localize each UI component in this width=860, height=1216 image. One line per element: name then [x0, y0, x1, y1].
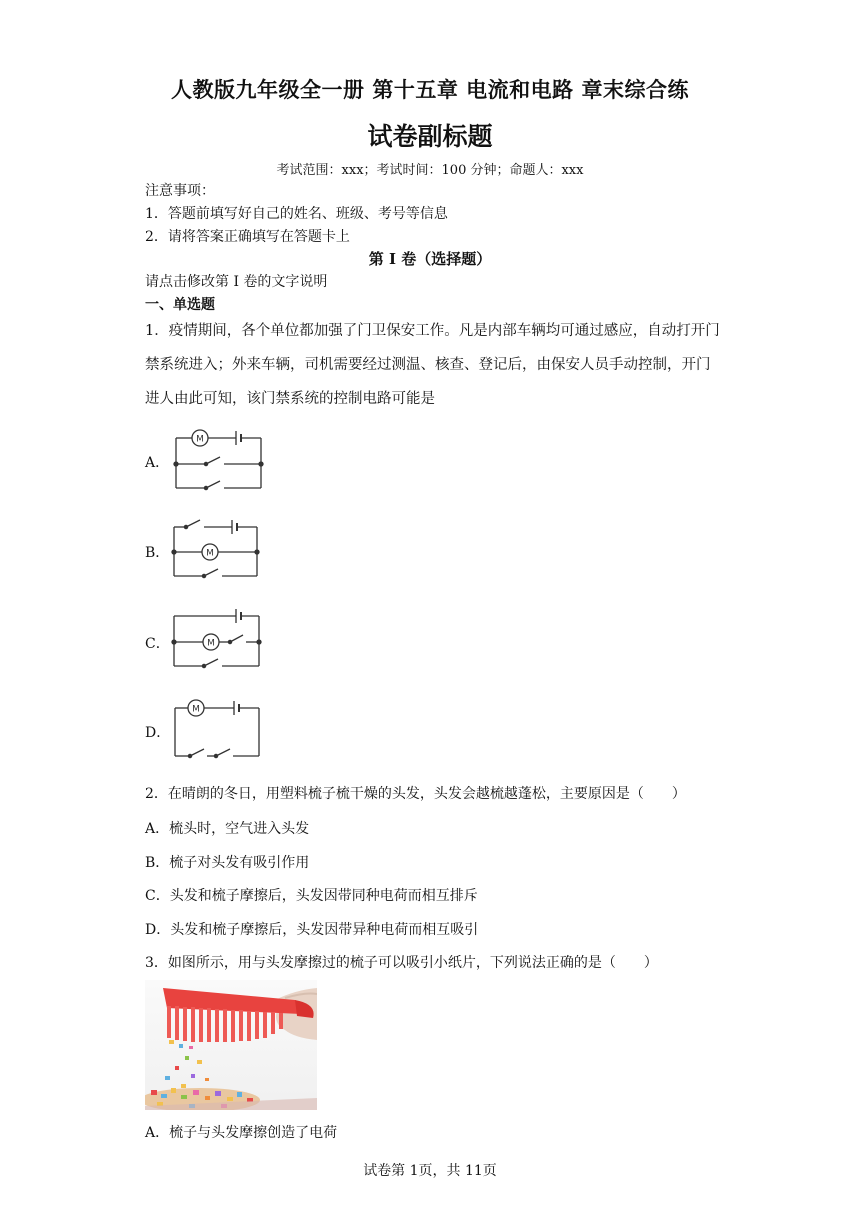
motor-label: M [196, 434, 204, 445]
notes-heading: 注意事项： [145, 183, 215, 199]
q1-circuit-c [166, 604, 266, 670]
note-item-1: 1．答题前填写好自己的姓名、班级、考号等信息 [145, 206, 448, 222]
motor-label: M [207, 638, 215, 649]
question-2: 2．在晴朗的冬日，用塑料梳子梳干燥的头发，头发会越梳越蓬松，主要原因是（ ） [145, 786, 686, 802]
q2-option-c: C．头发和梳子摩擦后，头发因带同种电荷而相互排斥 [145, 888, 478, 904]
q1-option-a-label: A． [145, 455, 170, 471]
q1-circuit-a [166, 426, 266, 492]
exam-subtitle: 试卷副标题 [367, 122, 493, 151]
exam-info: 考试范围：xxx；考试时间：100 分钟；命题人：xxx [276, 163, 584, 178]
q1-circuit-b [166, 514, 266, 580]
note-item-2: 2．请将答案正确填写在答题卡上 [145, 229, 350, 245]
section-heading: 一、单选题 [145, 297, 215, 313]
q1-option-d-label: D． [145, 725, 171, 741]
question-3: 3．如图所示，用与头发摩擦过的梳子可以吸引小纸片，下列说法正确的是（ ） [145, 955, 658, 971]
motor-label: M [206, 548, 214, 559]
q2-option-d: D．头发和梳子摩擦后，头发因带异种电荷而相互吸引 [145, 922, 479, 938]
part1-title: 第 I 卷（选择题） [368, 250, 492, 268]
part1-description: 请点击修改第 I 卷的文字说明 [145, 274, 328, 290]
q2-option-a: A．梳头时，空气进入头发 [145, 821, 310, 837]
q1-circuit-d [166, 694, 266, 760]
q1-option-b-label: B． [145, 545, 170, 561]
motor-label: M [192, 704, 200, 715]
question-1: 1．疫情期间，各个单位都加强了门卫保安工作。凡是内部车辆均可通过感应，自动打开门禁系统进入；外来车辆，司机需要经过测温、核查、登记后，由保安人员手动控制，开门进人由此可知，该门禁系统的控制电路可能是 [145, 323, 720, 407]
q1-option-c-label: C． [145, 636, 170, 652]
page-footer: 试卷第 1页，共 11页 [363, 1163, 497, 1179]
comb-paper-photo [145, 980, 317, 1110]
q3-option-a: A．梳子与头发摩擦创造了电荷 [145, 1125, 338, 1141]
exam-title: 人教版九年级全一册 第十五章 电流和电路 章末综合练 [171, 78, 689, 102]
q2-option-b: B．梳子对头发有吸引作用 [145, 855, 310, 871]
